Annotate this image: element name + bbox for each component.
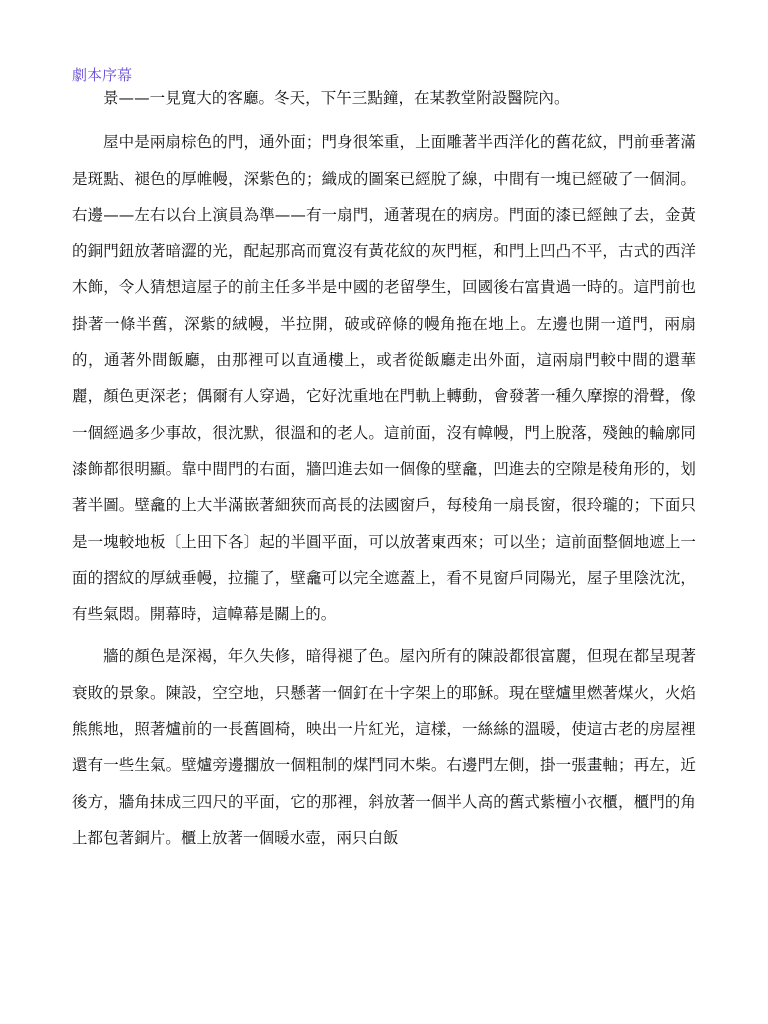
- document-body: [72, 64, 696, 862]
- paragraph-room-description: 屋中是兩扇棕色的門，通外面；門身很笨重，上面雕著半西洋化的舊花紋，門前垂著滿是斑點、褪色的厚帷幔，深紫色的；織成的圖案已經脫了線，中間有一塊已經破了一個洞。右邊——左右以台上演員為準——有一扇門，通著現在的病房。門面的漆已經蝕了去，金黃的銅門鈕放著暗澀的光，配起那高而寬沒有黃花紋的灰門框，和門上凹凸不平，古式的西洋木飾，令人猜想這屋子的前主任多半是中國的老留學生，回國後右富貴過一時的。這門前也掛著一條半舊，深紫的絨幔，半拉開，破或碎條的幔角拖在地上。左邊也開一道門，兩扇的，通著外間飯廳，由那裡可以直通樓上，或者從飯廳走出外面，這兩扇門較中間的還華麗，顏色更深老；偶爾有人穿過，它好沈重地在門軌上轉動，會發著一種久摩擦的滑聲，像一個經過多少事故，很沈默，很溫和的老人。這前面，沒有幃幔，門上脫落，殘蝕的輪廓同漆飾都很明顯。靠中間門的右面，牆凹進去如一個像的壁龕，凹進去的空隙是稜角形的，划著半圖。壁龕的上大半滿嵌著細狹而高長的法國窗戶，每稜角一扇長窗，很玲瓏的；下面只是一塊較地板〔上田下各〕起的半圓平面，可以放著東西來；可以坐；這前面整個地遮上一面的摺紋的厚絨垂幔，拉攏了，壁龕可以完全遮蓋上，看不見窗戶同陽光，屋子里陰沈沈，有些氣悶。開幕時，這幃幕是關上的。: [72, 133, 696, 624]
- paragraph-scene: 景——一見寬大的客廳。冬天，下午三點鐘，在某教堂附設醫院內。: [103, 89, 570, 107]
- document-heading: 劇本序幕: [72, 66, 133, 84]
- paragraph-wall-description: 牆的顏色是深褐，年久失修，暗得褪了色。屋內所有的陳設都很富麗，但現在都呈現著衰敗的景象。陳設，空空地，只懸著一個釘在十字架上的耶穌。現在壁爐里燃著煤火，火焰熊熊地，照著爐前的一長舊圓椅，映出一片紅光，這樣，一絲絲的溫暖，使這古老的房屋裡還有一些生氣。壁爐旁邊擱放一個粗制的煤鬥同木柴。右邊門左側，掛一張畫軸；再左，近後方，牆角抹成三四尺的平面，它的那裡，斜放著一個半人高的舊式紫檀小衣櫃，櫃門的角上都包著銅片。櫃上放著一個暖水壺，兩只白飯: [72, 647, 696, 847]
